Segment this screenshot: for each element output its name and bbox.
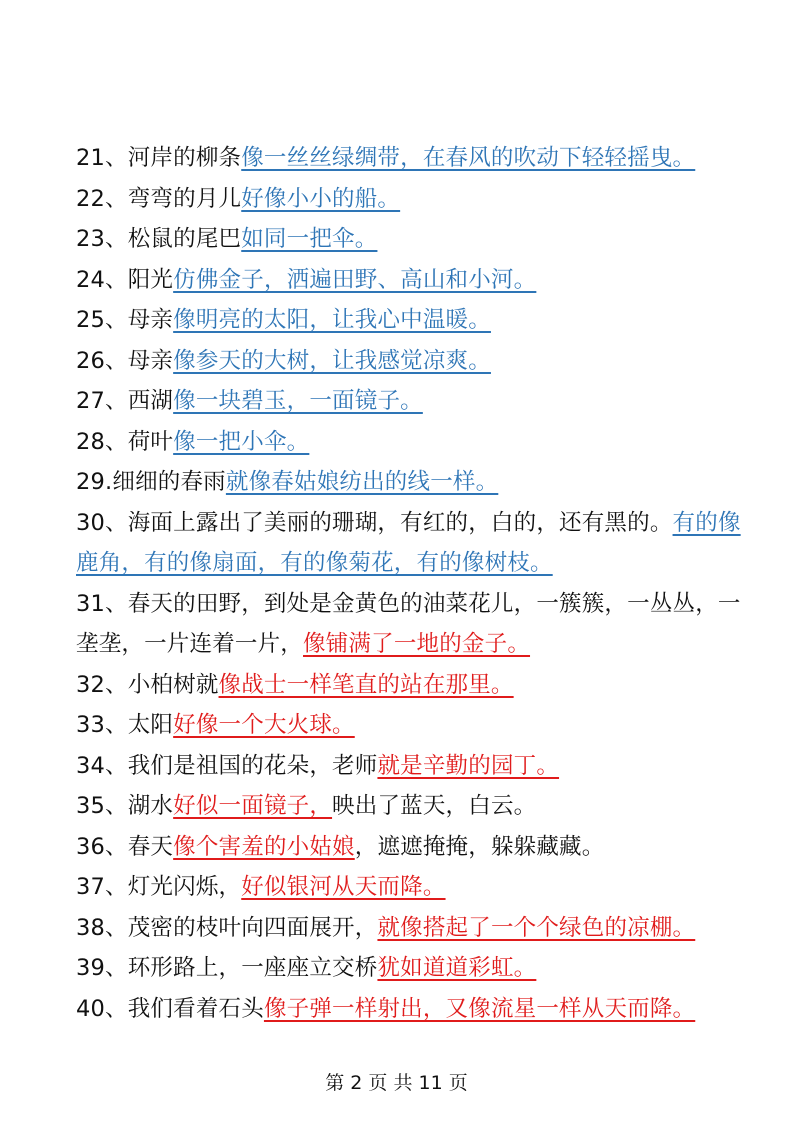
sentence-text: 21、河岸的柳条 xyxy=(76,145,242,171)
answer-highlight: 像参天的大树，让我感觉凉爽。 xyxy=(173,347,491,374)
answer-highlight: 就像搭起了一个个绿色的凉棚。 xyxy=(377,914,696,941)
answer-highlight: 犹如道道彩虹。 xyxy=(377,955,537,981)
sentence-text: 27、西湖 xyxy=(76,388,174,414)
sentence-text: 35、湖水 xyxy=(76,793,174,819)
sentence-tail: 映出了蓝天，白云。 xyxy=(332,793,537,819)
sentence-text: 33、太阳 xyxy=(76,712,174,738)
list-item xyxy=(76,300,746,341)
answer-highlight: 好像小小的船。 xyxy=(241,185,401,212)
sentence-text: 32、小柏树就 xyxy=(76,671,219,698)
answer-highlight: 像战士一样笔直的站在那里。 xyxy=(218,671,514,698)
sentence-text: 26、母亲 xyxy=(76,347,174,374)
answer-highlight: 像子弹一样射出，又像流星一样从天而降。 xyxy=(263,995,696,1022)
sentence-text: 30、海面上露出了美丽的珊瑚，有红的，白的，还有黑的。 xyxy=(76,509,673,536)
list-item xyxy=(76,665,746,706)
list-item xyxy=(76,138,746,179)
sentence-text: 22、弯弯的月儿 xyxy=(76,185,242,212)
sentence-text: 34、我们是祖国的花朵，老师 xyxy=(76,752,378,779)
sentence-text: 25、母亲 xyxy=(76,307,174,333)
list-item xyxy=(76,381,746,422)
answer-highlight: 像个害羞的小姑娘 xyxy=(173,833,355,860)
sentence-text: 37、灯光闪烁， xyxy=(76,874,242,900)
answer-highlight: 像一块碧玉，一面镜子。 xyxy=(173,388,423,414)
answer-highlight: 像一丝丝绿绸带，在春风的吹动下轻轻摇曳。 xyxy=(241,145,696,171)
list-item xyxy=(76,827,746,868)
answer-highlight: 好似一面镜子， xyxy=(173,793,333,819)
sentence-list xyxy=(76,138,746,1029)
list-item xyxy=(76,260,746,301)
answer-highlight: 好似银河从天而降。 xyxy=(241,874,446,900)
list-item xyxy=(76,341,746,382)
page-number-footer: 第 2 页 共 11 页 xyxy=(325,1072,468,1094)
answer-highlight: 像一把小伞。 xyxy=(173,428,310,455)
list-item xyxy=(76,786,746,827)
sentence-text: 40、我们看着石头 xyxy=(76,995,264,1022)
list-item xyxy=(76,948,746,989)
list-item xyxy=(76,705,746,746)
list-item xyxy=(76,503,746,584)
sentence-text: 24、阳光 xyxy=(76,266,174,293)
sentence-text: 36、春天 xyxy=(76,833,174,860)
answer-highlight: 有的像鹿角，有的像扇面，有的像菊花，有的像树枝。 xyxy=(76,509,741,576)
list-item xyxy=(76,746,746,787)
answer-highlight: 如同一把伞。 xyxy=(241,226,378,252)
sentence-text: 23、松鼠的尾巴 xyxy=(76,226,242,252)
list-item xyxy=(76,179,746,220)
list-item xyxy=(76,867,746,908)
answer-highlight: 好像一个大火球。 xyxy=(173,712,355,738)
sentence-text: 39、环形路上，一座座立交桥 xyxy=(76,955,378,981)
sentence-text: 29.细细的春雨 xyxy=(76,469,226,495)
list-item xyxy=(76,462,746,503)
sentence-text: 38、茂密的枝叶向四面展开， xyxy=(76,914,378,941)
sentence-text: 28、荷叶 xyxy=(76,428,174,455)
list-item xyxy=(76,584,746,665)
list-item xyxy=(76,219,746,260)
sentence-tail: ，遮遮掩掩，躲躲藏藏。 xyxy=(354,833,605,860)
sentence-text: 31、春天的田野，到处是金黄色的油菜花儿，一簇簇，一丛丛，一垄垄，一片连着一片， xyxy=(76,590,741,657)
answer-highlight: 仿佛金子，洒遍田野、高山和小河。 xyxy=(173,266,537,293)
list-item xyxy=(76,989,746,1030)
answer-highlight: 像铺满了一地的金子。 xyxy=(303,631,531,657)
list-item xyxy=(76,422,746,463)
answer-highlight: 就像春姑娘纺出的线一样。 xyxy=(225,469,499,495)
list-item xyxy=(76,908,746,949)
answer-highlight: 像明亮的太阳，让我心中温暖。 xyxy=(173,307,491,333)
answer-highlight: 就是辛勤的园丁。 xyxy=(377,752,560,779)
